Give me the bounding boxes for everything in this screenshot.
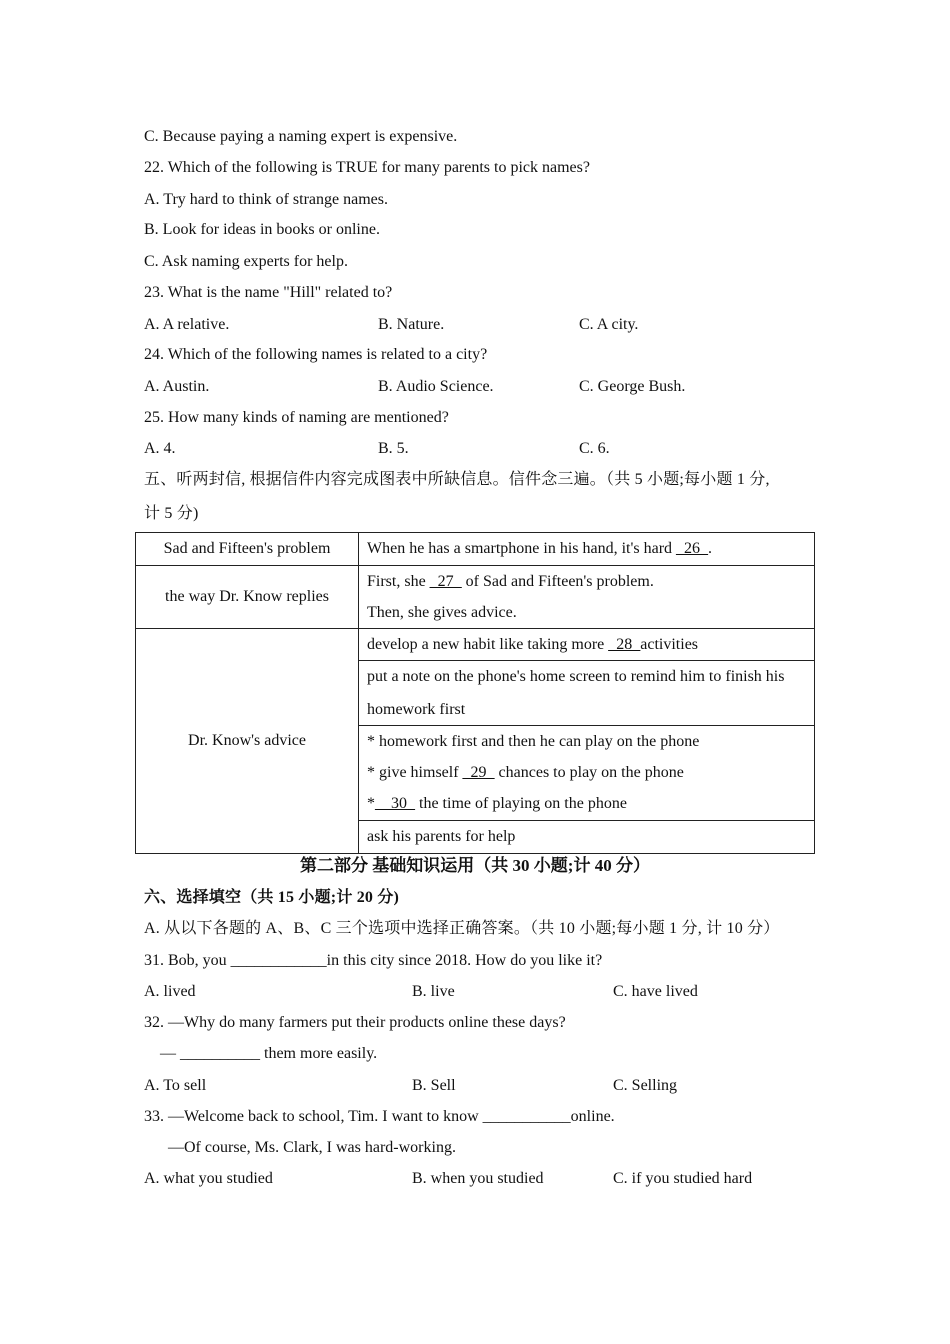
cell-line bbox=[367, 763, 808, 783]
table-cell-content bbox=[359, 629, 815, 661]
cell-text: the time of playing on the phone bbox=[415, 795, 627, 812]
blank-30: __30_ bbox=[375, 795, 415, 812]
table-cell-content bbox=[359, 661, 815, 726]
table-cell-content bbox=[359, 726, 815, 821]
question-22: 22. Which of the following is TRUE for many parents to pick names? bbox=[144, 159, 590, 176]
option-a: A. Austin. bbox=[144, 378, 210, 395]
cell-text: Dr. Know's advice bbox=[188, 732, 306, 749]
cell-text: develop a new habit like taking more bbox=[367, 635, 609, 653]
option-c: C. Selling bbox=[613, 1077, 678, 1094]
cell-line: homework first bbox=[367, 700, 466, 718]
cell-line bbox=[367, 572, 808, 592]
table-cell-content bbox=[359, 821, 815, 854]
cell-text: ask his parents for help bbox=[367, 828, 516, 845]
cell-text: activities bbox=[640, 635, 699, 653]
option-text: C. Ask naming experts for help. bbox=[144, 253, 348, 270]
cell-text: * give himself bbox=[367, 764, 463, 781]
option-c: C. A city. bbox=[579, 316, 639, 333]
blank-29: _29_ bbox=[462, 764, 495, 781]
option-a: A. To sell bbox=[144, 1077, 207, 1094]
cell-text: the way Dr. Know replies bbox=[165, 588, 329, 605]
option-b: B. Sell bbox=[412, 1077, 456, 1094]
cell-text: . bbox=[708, 540, 713, 557]
table-row bbox=[136, 629, 815, 661]
blank-27: _27_ bbox=[429, 572, 462, 590]
question-24: 24. Which of the following names is related to a city? bbox=[144, 346, 488, 363]
dialogue-response: —Of course, Ms. Clark, I was hard-working. bbox=[168, 1139, 456, 1156]
cell-text: chances to play on the phone bbox=[494, 764, 684, 781]
section-5-instructions: 五、听两封信, 根据信件内容完成图表中所缺信息。信件念三遍。（共 5 小题;每小题 1 分, bbox=[144, 471, 770, 488]
info-table bbox=[135, 532, 815, 854]
option-c: C. 6. bbox=[579, 440, 610, 457]
question-31: 31. Bob, you ____________in this city since 2018. How do you like it? bbox=[144, 952, 603, 969]
dialogue-response: — __________ them more easily. bbox=[160, 1045, 378, 1062]
option-text: A. Try hard to think of strange names. bbox=[144, 191, 388, 208]
option-a: A. what you studied bbox=[144, 1170, 273, 1187]
option-c: C. have lived bbox=[613, 983, 698, 1000]
option-b: B. live bbox=[412, 983, 455, 1000]
table-cell-label bbox=[136, 629, 359, 854]
option-a: A. A relative. bbox=[144, 316, 230, 333]
option-c: C. if you studied hard bbox=[613, 1170, 753, 1187]
question-23: 23. What is the name "Hill" related to? bbox=[144, 284, 393, 301]
cell-text: First, she bbox=[367, 572, 430, 590]
table-cell-label bbox=[136, 566, 359, 629]
option-a: A. lived bbox=[144, 983, 196, 1000]
cell-line: Then, she gives advice. bbox=[367, 603, 517, 621]
option-text: B. Look for ideas in books or online. bbox=[144, 221, 380, 238]
option-b: B. Nature. bbox=[378, 316, 445, 333]
option-b: B. when you studied bbox=[412, 1170, 544, 1187]
blank-26: _26_ bbox=[676, 540, 709, 557]
cell-line: * homework first and then he can play on the phone bbox=[367, 733, 700, 750]
section-a-instructions: A. 从以下各题的 A、B、C 三个选项中选择正确答案。（共 10 小题;每小题 1 分, 计 10 分） bbox=[144, 920, 780, 937]
table-row bbox=[136, 533, 815, 566]
cell-line bbox=[367, 794, 808, 814]
table-row bbox=[136, 566, 815, 629]
cell-text: * bbox=[367, 795, 375, 812]
cell-line: put a note on the phone's home screen to remind him to finish his bbox=[367, 667, 785, 685]
part-2-title: 第二部分 基础知识运用（共 30 小题;计 40 分） bbox=[300, 856, 650, 875]
blank-28: _28_ bbox=[608, 635, 641, 653]
section-5-instructions-cont: 计 5 分) bbox=[144, 505, 199, 522]
cell-text: When he has a smartphone in his hand, it's hard bbox=[367, 540, 677, 557]
section-6-heading: 六、选择填空（共 15 小题;计 20 分) bbox=[144, 889, 400, 906]
question-32: 32. —Why do many farmers put their products online these days? bbox=[144, 1014, 566, 1031]
option-b: B. Audio Science. bbox=[378, 378, 494, 395]
option-text: C. Because paying a naming expert is expensive. bbox=[144, 128, 458, 145]
cell-text: Sad and Fifteen's problem bbox=[163, 540, 331, 557]
cell-text: of Sad and Fifteen's problem. bbox=[461, 572, 654, 590]
question-33: 33. —Welcome back to school, Tim. I want to know ___________online. bbox=[144, 1108, 615, 1125]
table-cell-label bbox=[136, 533, 359, 566]
table-cell-content bbox=[359, 533, 815, 566]
table-cell-content bbox=[359, 566, 815, 629]
question-25: 25. How many kinds of naming are mentioned? bbox=[144, 409, 449, 426]
option-c: C. George Bush. bbox=[579, 378, 686, 395]
option-b: B. 5. bbox=[378, 440, 409, 457]
option-a: A. 4. bbox=[144, 440, 176, 457]
